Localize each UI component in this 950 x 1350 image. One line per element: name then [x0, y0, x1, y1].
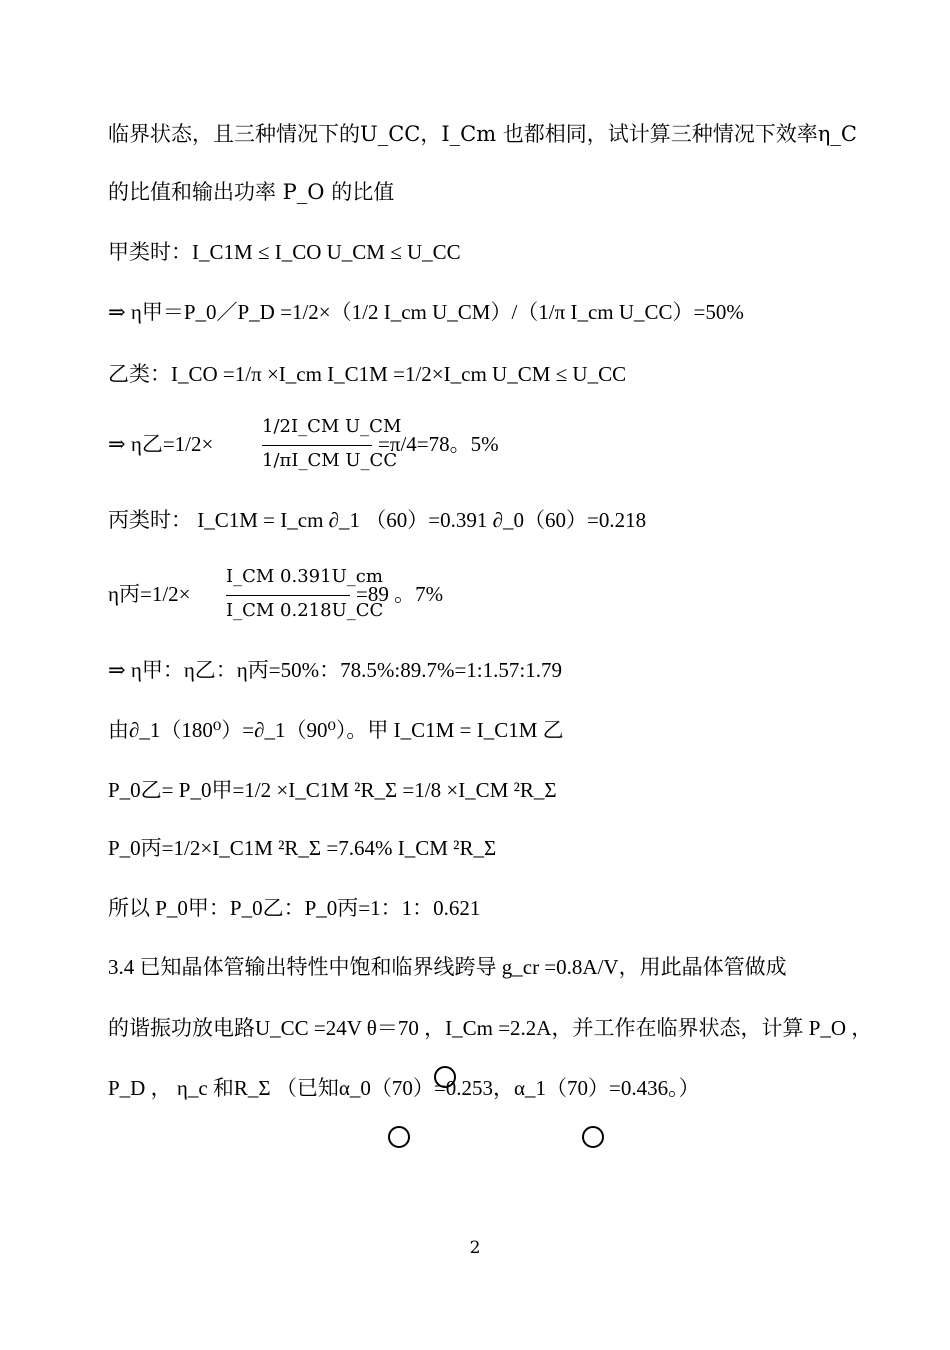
text-line-16: P_D ， η_c 和R_Σ （已知α_0（70）=0.253，α_1（70）=0.436。）: [108, 1076, 700, 1100]
text-line-5: 乙类：I_CO =1/π ×I_cm I_C1M =1/2×I_cm U_CM ≤ U_CC: [108, 362, 627, 386]
eta-c-result: =89 。7%: [356, 582, 444, 606]
eta-b-prefix: ⇒ η乙=1/2×: [108, 432, 214, 456]
text-line-15: 的谐振功放电路U_CC =24V θ＝70 ，I_Cm =2.2A，并工作在临界状态，计算 P_O ，: [108, 1016, 873, 1040]
eta-c-denominator: I_CM 0.218U_CC: [226, 600, 384, 621]
degree-circle-mark: [388, 1126, 410, 1148]
eta-b-result: =π/4=78。5%: [378, 432, 499, 456]
text-line-13: 所以 P_0甲：P_0乙：P_0丙=1：1：0.621: [108, 896, 481, 920]
eta-c-numerator: I_CM 0.391U_cm: [226, 566, 383, 587]
eta-b-fraction-bar: [262, 445, 372, 446]
eta-b-denominator: 1/πI_CM U_CC: [262, 450, 398, 471]
text-line-3: 甲类时：I_C1M ≤ I_CO U_CM ≤ U_CC: [108, 240, 461, 264]
text-line-12: P_0丙=1/2×I_C1M ²R_Σ =7.64% I_CM ²R_Σ: [108, 836, 497, 860]
degree-circle-mark: [582, 1126, 604, 1148]
text-line-10: 由∂_1（180⁰）=∂_1（90⁰）。甲 I_C1M = I_C1M 乙: [108, 718, 564, 742]
text-line-14: 3.4 已知晶体管输出特性中饱和临界线跨导 g_cr =0.8A/V，用此晶体管做成: [108, 955, 787, 979]
text-line-11: P_0乙= P_0甲=1/2 ×I_C1M ²R_Σ =1/8 ×I_CM ²R_Σ: [108, 778, 557, 802]
text-line-7: 丙类时： I_C1M = I_cm ∂_1 （60）=0.391 ∂_0（60）=0.218: [108, 508, 647, 532]
eta-b-numerator: 1/2I_CM U_CM: [262, 416, 402, 437]
text-line-9: ⇒ η甲：η乙：η丙=50%：78.5%:89.7%=1:1.57:1.79: [108, 658, 562, 682]
eta-c-prefix: η丙=1/2×: [108, 582, 191, 606]
text-line-4: ⇒ η甲＝P_0／P_D =1/2×（1/2 I_cm U_CM）/（1/π I_cm U_CC）=50%: [108, 300, 744, 324]
eta-c-fraction-bar: [226, 595, 350, 596]
page-number: 2: [469, 1238, 481, 1258]
degree-circle-mark: [434, 1066, 456, 1088]
text-line-1: 临界状态，且三种情况下的U_CC，I_Cm 也都相同，试计算三种情况下效率η_C: [108, 122, 857, 146]
text-line-2: 的比值和输出功率 P_O 的比值: [108, 180, 395, 204]
